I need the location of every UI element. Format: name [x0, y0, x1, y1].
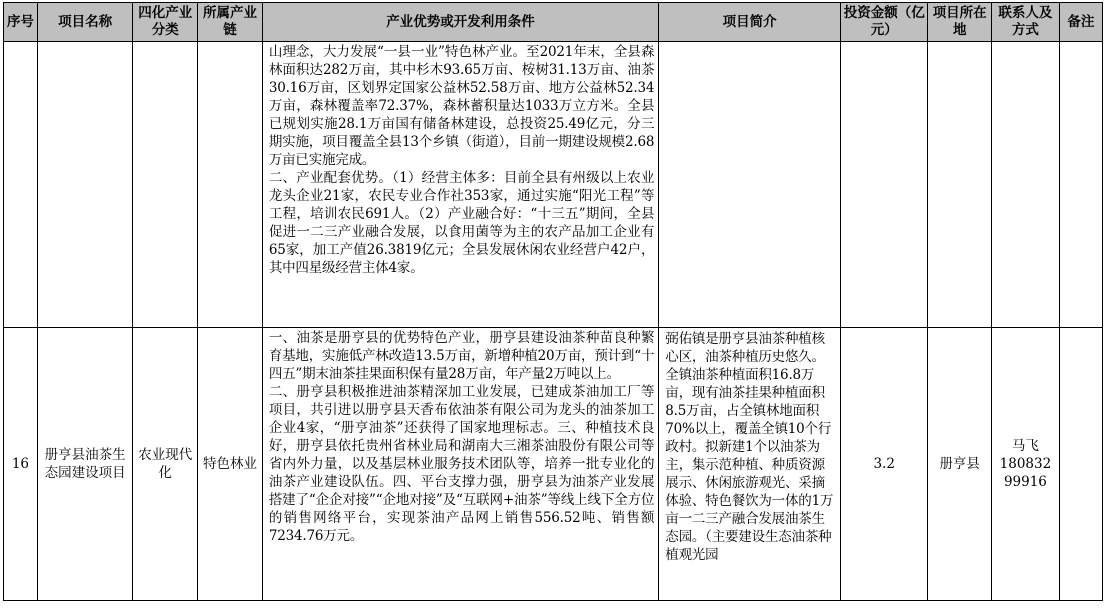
cell-chain	[198, 42, 263, 328]
cell-invest: 3.2	[841, 328, 928, 601]
cell-note	[1059, 328, 1102, 601]
cell-intro	[659, 42, 841, 328]
header-note: 备注	[1059, 3, 1102, 42]
cell-invest	[841, 42, 928, 328]
cell-advantage	[262, 42, 658, 328]
cell-name: 册亨县油茶生态园建设项目	[37, 328, 133, 601]
cell-seq: 16	[4, 328, 38, 601]
contact-phone: 180832	[999, 456, 1052, 472]
header-name: 项目名称	[37, 3, 133, 42]
contact-phone: 99916	[1003, 474, 1047, 490]
cell-location	[928, 42, 992, 328]
advantage-paragraph: 一、油茶是册亨县的优势特色产业，册亨县建设油茶种苗良种繁育基地，实施低产林改造13.5万亩，新增种植20万亩，预计到“十四五”期末油茶挂果面积保有量28万亩，年产量2万吨以上。	[268, 330, 655, 382]
cell-location: 册亨县	[928, 328, 992, 601]
cell-contact	[992, 42, 1060, 328]
table-row-16	[4, 328, 1103, 601]
advantage-paragraph: 山理念，大力发展“一县一业”特色林产业。至2021年末，全县森林面积达282万亩，其中杉木93.65万亩、桉树31.13万亩、油茶30.16万亩，区划界定国家公益林52.58万亩、地方公益林52.34万亩，森林覆盖率72.37%，森林蓄积量达1033万立方米。全县已规划实施28.1万亩国有储备林建设，总投资25.49亿元，分三期实施，项目覆盖全县13个乡镇（街道），目前一期建设规模2.68万亩已实施完成。	[268, 44, 655, 168]
cell-chain: 特色林业	[198, 328, 263, 601]
cell-category: 农业现代化	[133, 328, 198, 601]
header-location: 项目所在地	[928, 3, 992, 42]
cell-category	[133, 42, 198, 328]
contact-name: 马飞	[1011, 438, 1039, 454]
header-advantage: 产业优势或开发利用条件	[262, 3, 658, 42]
header-intro: 项目简介	[659, 3, 841, 42]
header-category: 四化产业分类	[133, 3, 198, 42]
header-invest: 投资金额（亿元）	[841, 3, 928, 42]
header-chain: 所属产业链	[198, 3, 263, 42]
cell-note	[1059, 42, 1102, 328]
cell-seq	[4, 42, 38, 328]
advantage-paragraph: 二、产业配套优势。（1）经营主体多：目前全县有州级以上农业龙头企业21家，农民专业合作社353家，通过实施“阳光工程”等工程，培训农民691人。（2）产业融合好：“十三五”期间，全县促进一二三产业融合发展，以食用菌等为主的农产品加工企业有65家，加工产值26.3819亿元；全县发展休闲农业经营户42户，其中四星级经营主体4家。	[268, 170, 655, 276]
header-row	[4, 3, 1103, 42]
cell-contact	[992, 328, 1060, 601]
cell-advantage	[262, 328, 658, 601]
cell-intro: 弼佑镇是册亨县油茶种植核心区，油茶种植历史悠久。全镇油茶种植面积16.8万亩，现有油茶挂果种植面积8.5万亩，占全镇林地面积70%以上，覆盖全镇10个行政村。拟新建1个以油茶为主，集示范种植、种质资源展示、休闲旅游观光、采摘体验、特色餐饮为一体的1万亩一二三产融合发展油茶生态园。（主要建设生态油茶种植观光园	[659, 328, 841, 601]
table-row-continued	[4, 42, 1103, 328]
advantage-paragraph: 二、册亨县积极推进油茶精深加工业发展，已建成茶油加工厂等项目，共引进以册亨县天香布依油茶有限公司为龙头的油茶加工企业4家，“册亨油茶”还获得了国家地理标志。三、种植技术良好，册亨县依托贵州省林业局和湖南大三湘茶油股份有限公司等省内外力量，以及基层林业服务技术团队等，培养一批专业化的油茶产业建设队伍。四、平台支撑力强，册亨县为油茶产业发展搭建了“企企对接”“企地对接”及“互联网+油茶”等线上线下全方位的销售网络平台，实现茶油产品网上销售556.52吨、销售额7234.76万元。	[268, 384, 655, 544]
header-contact: 联系人及方式	[992, 3, 1060, 42]
cell-name	[37, 42, 133, 328]
header-seq: 序号	[4, 3, 38, 42]
project-table	[3, 2, 1103, 601]
